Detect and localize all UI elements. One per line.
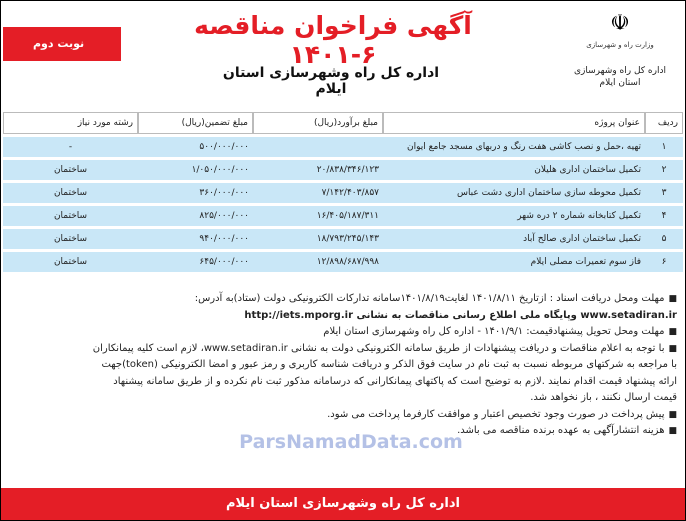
note-prepayment	[9, 407, 677, 424]
row-required-field: -	[3, 137, 138, 157]
bullet-icon: ■	[668, 327, 677, 337]
footer-banner: اداره کل راه وشهرسازی استان ایلام	[1, 488, 685, 520]
notice-subtitle: اداره کل راه وشهرسازی استان ایلام	[222, 65, 440, 97]
row-index: ۴	[645, 206, 683, 226]
projects-table-wrap	[3, 109, 683, 275]
row-estimate: ۷/۱۴۲/۴۰۳/۸۵۷	[253, 183, 383, 203]
row-index: ۲	[645, 160, 683, 180]
table-header-row	[3, 112, 683, 134]
row-guarantee: ۶۴۵/۰۰۰/۰۰۰	[138, 252, 253, 272]
row-guarantee: ۸۲۵/۰۰۰/۰۰۰	[138, 206, 253, 226]
row-required-field: ساختمان	[3, 252, 138, 272]
row-project-title: تکمیل ساختمان اداری هلیلان	[383, 160, 645, 180]
header-project-title: عنوان پروژه	[383, 112, 645, 134]
table-row	[3, 183, 683, 203]
row-guarantee: ۵۰۰/۰۰۰/۰۰۰	[138, 137, 253, 157]
note-line: ارائه پیشنهاد قیمت اقدام نمایند .لازم به توضیح است که پاکتهای پیمانکارانی که درسامانه مذکور ثبت نام نکرده و از طریق سامانه پیشنهاد	[113, 375, 677, 387]
row-index: ۱	[645, 137, 683, 157]
row-index: ۳	[645, 183, 683, 203]
table-row	[3, 160, 683, 180]
table-row	[3, 252, 683, 272]
row-project-title: تکمیل کتابخانه شماره ۲ دره شهر	[383, 206, 645, 226]
note-electronic-registration	[9, 341, 677, 358]
table-row	[3, 206, 683, 226]
note-line: قیمت ارسال نکنند ، باز نخواهد شد.	[530, 392, 677, 403]
notice-header	[1, 1, 685, 99]
org-name-line2: استان ایلام	[599, 78, 641, 88]
note-text: مهلت ومحل دریافت اسناد : ازتاریخ ۱۴۰۱/۸/۱۱ لغایت۱۴۰۱/۸/۱۹سامانه تدارکات الکترونیکی دولت (ستاد)به آدرس:	[194, 293, 665, 304]
note-text: پیش پرداخت در صورت وجود تخصیص اعتبار و موافقت کارفرما پرداخت می شود.	[327, 408, 665, 420]
bullet-icon: ■	[668, 409, 677, 420]
row-project-title: فاز سوم تعمیرات مصلی ایلام	[383, 252, 645, 272]
row-estimate: ۱۶/۴۰۵/۱۸۷/۳۱۱	[253, 206, 383, 226]
organization-logo	[565, 7, 675, 89]
row-estimate: ۱۸/۷۹۳/۲۴۵/۱۴۳	[253, 229, 383, 249]
row-estimate	[253, 137, 383, 157]
table-row	[3, 229, 683, 249]
notice-notes	[9, 291, 677, 440]
row-project-title: تکمیل ساختمان اداری صالح آباد	[383, 229, 645, 249]
row-required-field: ساختمان	[3, 206, 138, 226]
row-estimate: ۲۰/۸۳۸/۳۴۶/۱۲۳	[253, 160, 383, 180]
ministry-name: وزارت راه و شهرسازی	[586, 41, 654, 49]
header-index: ردیف	[645, 112, 683, 134]
bullet-icon: ■	[668, 343, 677, 354]
national-emblem-icon: ☫	[610, 11, 630, 36]
row-project-title: تکمیل محوطه سازی ساختمان اداری دشت عباس	[383, 183, 645, 203]
note-text: با توجه به اعلام مناقصات و دریافت پیشنهادات از طریق سامانه الکترونیکی دولت به نشانی www.setadiran.ir، لازم است کلیه پیمانکاران	[92, 342, 665, 354]
row-guarantee: ۹۴۰/۰۰۰/۰۰۰	[138, 229, 253, 249]
note-document-urls: www.setadiran.ir وپایگاه ملی اطلاع رسانی مناقصات به نشانی http://iets.mporg.ir	[244, 309, 677, 321]
row-estimate: ۱۲/۸۹۸/۶۸۷/۹۹۸	[253, 252, 383, 272]
table-row	[3, 137, 683, 157]
header-guarantee: مبلغ تضمین(ریال)	[138, 112, 253, 134]
note-line: با مراجعه به شرکتهای مربوطه نسبت به ثبت نام در سایت فوق الذکر و دریافت شناسه کاربری و رمز عبور و امضا الکترونیکی (token)جهت	[101, 359, 677, 370]
row-required-field: ساختمان	[3, 183, 138, 203]
note-document-deadline	[9, 291, 677, 308]
row-index: ۶	[645, 252, 683, 272]
note-submission-deadline	[9, 324, 677, 341]
header-estimate: مبلغ برآورد(ریال)	[253, 112, 383, 134]
notice-title: آگهی فراخوان مناقصه ۶-۱۴۰۱	[194, 11, 472, 69]
row-index: ۵	[645, 229, 683, 249]
round-badge	[3, 27, 121, 61]
row-guarantee: ۳۶۰/۰۰۰/۰۰۰	[138, 183, 253, 203]
note-text: هزینه انتشارآگهی به عهده برنده مناقصه می باشد.	[457, 425, 665, 436]
row-required-field: ساختمان	[3, 160, 138, 180]
header-required-field: رشته مورد نیاز	[3, 112, 138, 134]
projects-table	[3, 109, 683, 275]
org-name-line1: اداره کل راه وشهرسازی	[574, 66, 666, 76]
row-required-field: ساختمان	[3, 229, 138, 249]
watermark: ParsNamadData.com	[239, 431, 463, 453]
bullet-icon: ■	[668, 294, 677, 304]
note-text: مهلت ومحل تحویل پیشنهادقیمت: ۱۴۰۱/۹/۱ - اداره کل راه وشهرسازی استان ایلام	[323, 326, 665, 337]
round-badge-label: نوبت دوم	[33, 37, 85, 50]
bullet-icon: ■	[668, 426, 677, 436]
row-project-title: تهیه ،حمل و نصب کاشی هفت رنگ و دربهای مسجد جامع ایوان	[383, 137, 645, 157]
row-guarantee: ۱/۰۵۰/۰۰۰/۰۰۰	[138, 160, 253, 180]
